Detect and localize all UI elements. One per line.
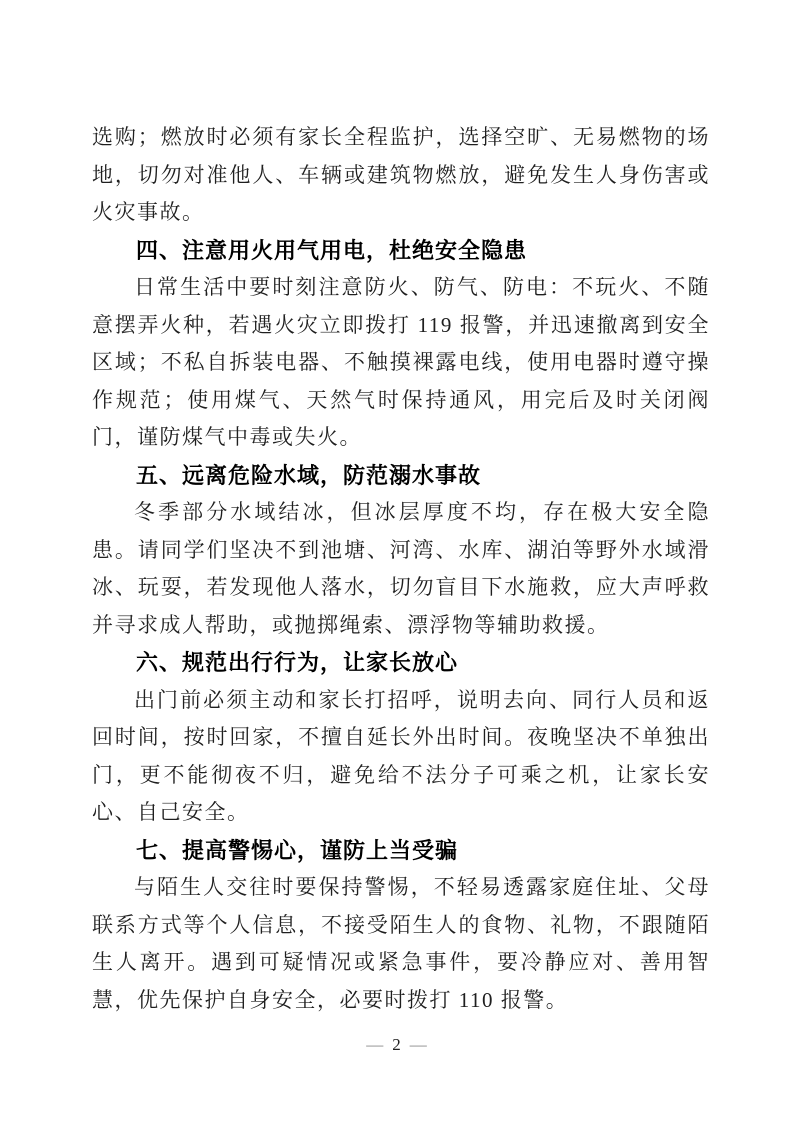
page-number-left-dash: — [366, 1035, 384, 1054]
section-body-fire-gas-electricity: 日常生活中要时刻注意防火、防气、防电：不玩火、不随意摆弄火种，若遇火灾立即拨打 119 报警，并迅速撤离到安全区域；不私自拆装电器、不触摸裸露电线，使用电器时遵守操作规范；使用煤气、天然气时保持通风，用完后及时关闭阀门，谨防煤气中毒或失火。 [92, 275, 710, 449]
section-body-scam-vigilance: 与陌生人交往时要保持警惕，不轻易透露家庭住址、父母联系方式等个人信息，不接受陌生人的食物、礼物，不跟随陌生人离开。遇到可疑情况或紧急事件，要冷静应对、善用智慧，优先保护自身安全，必要时拨打 110 报警。 [92, 875, 710, 1012]
page-number [0, 1033, 793, 1057]
page-number-right-dash: — [409, 1035, 427, 1054]
section-heading-scam-vigilance: 七、提高警惕心，谨防上当受骗 [136, 837, 459, 863]
section-body-drowning-prevention: 冬季部分水域结冰，但冰层厚度不均，存在极大安全隐患。请同学们坚决不到池塘、河湾、水库、湖泊等野外水域滑冰、玩耍，若发现他人落水，切勿盲目下水施救，应大声呼救并寻求成人帮助，或抛掷绳索、漂浮物等辅助救援。 [92, 500, 710, 637]
section-heading-drowning-prevention: 五、远离危险水域，防范溺水事故 [136, 462, 482, 488]
page-number-value: 2 [392, 1035, 401, 1054]
section-body-travel-behavior: 出门前必须主动和家长打招呼，说明去向、同行人员和返回时间，按时回家，不擅自延长外出时间。夜晚坚决不单独出门，更不能彻夜不归，避免给不法分子可乘之机，让家长安心、自己安全。 [92, 687, 710, 824]
continued-paragraph: 选购；燃放时必须有家长全程监护，选择空旷、无易燃物的场地，切勿对准他人、车辆或建筑物燃放，避免发生人身伤害或火灾事故。 [92, 125, 710, 224]
document-body [92, 119, 710, 1019]
section-heading-fire-gas-electricity: 四、注意用火用气用电，杜绝安全隐患 [136, 237, 528, 263]
section-heading-travel-behavior: 六、规范出行行为，让家长放心 [136, 650, 459, 675]
